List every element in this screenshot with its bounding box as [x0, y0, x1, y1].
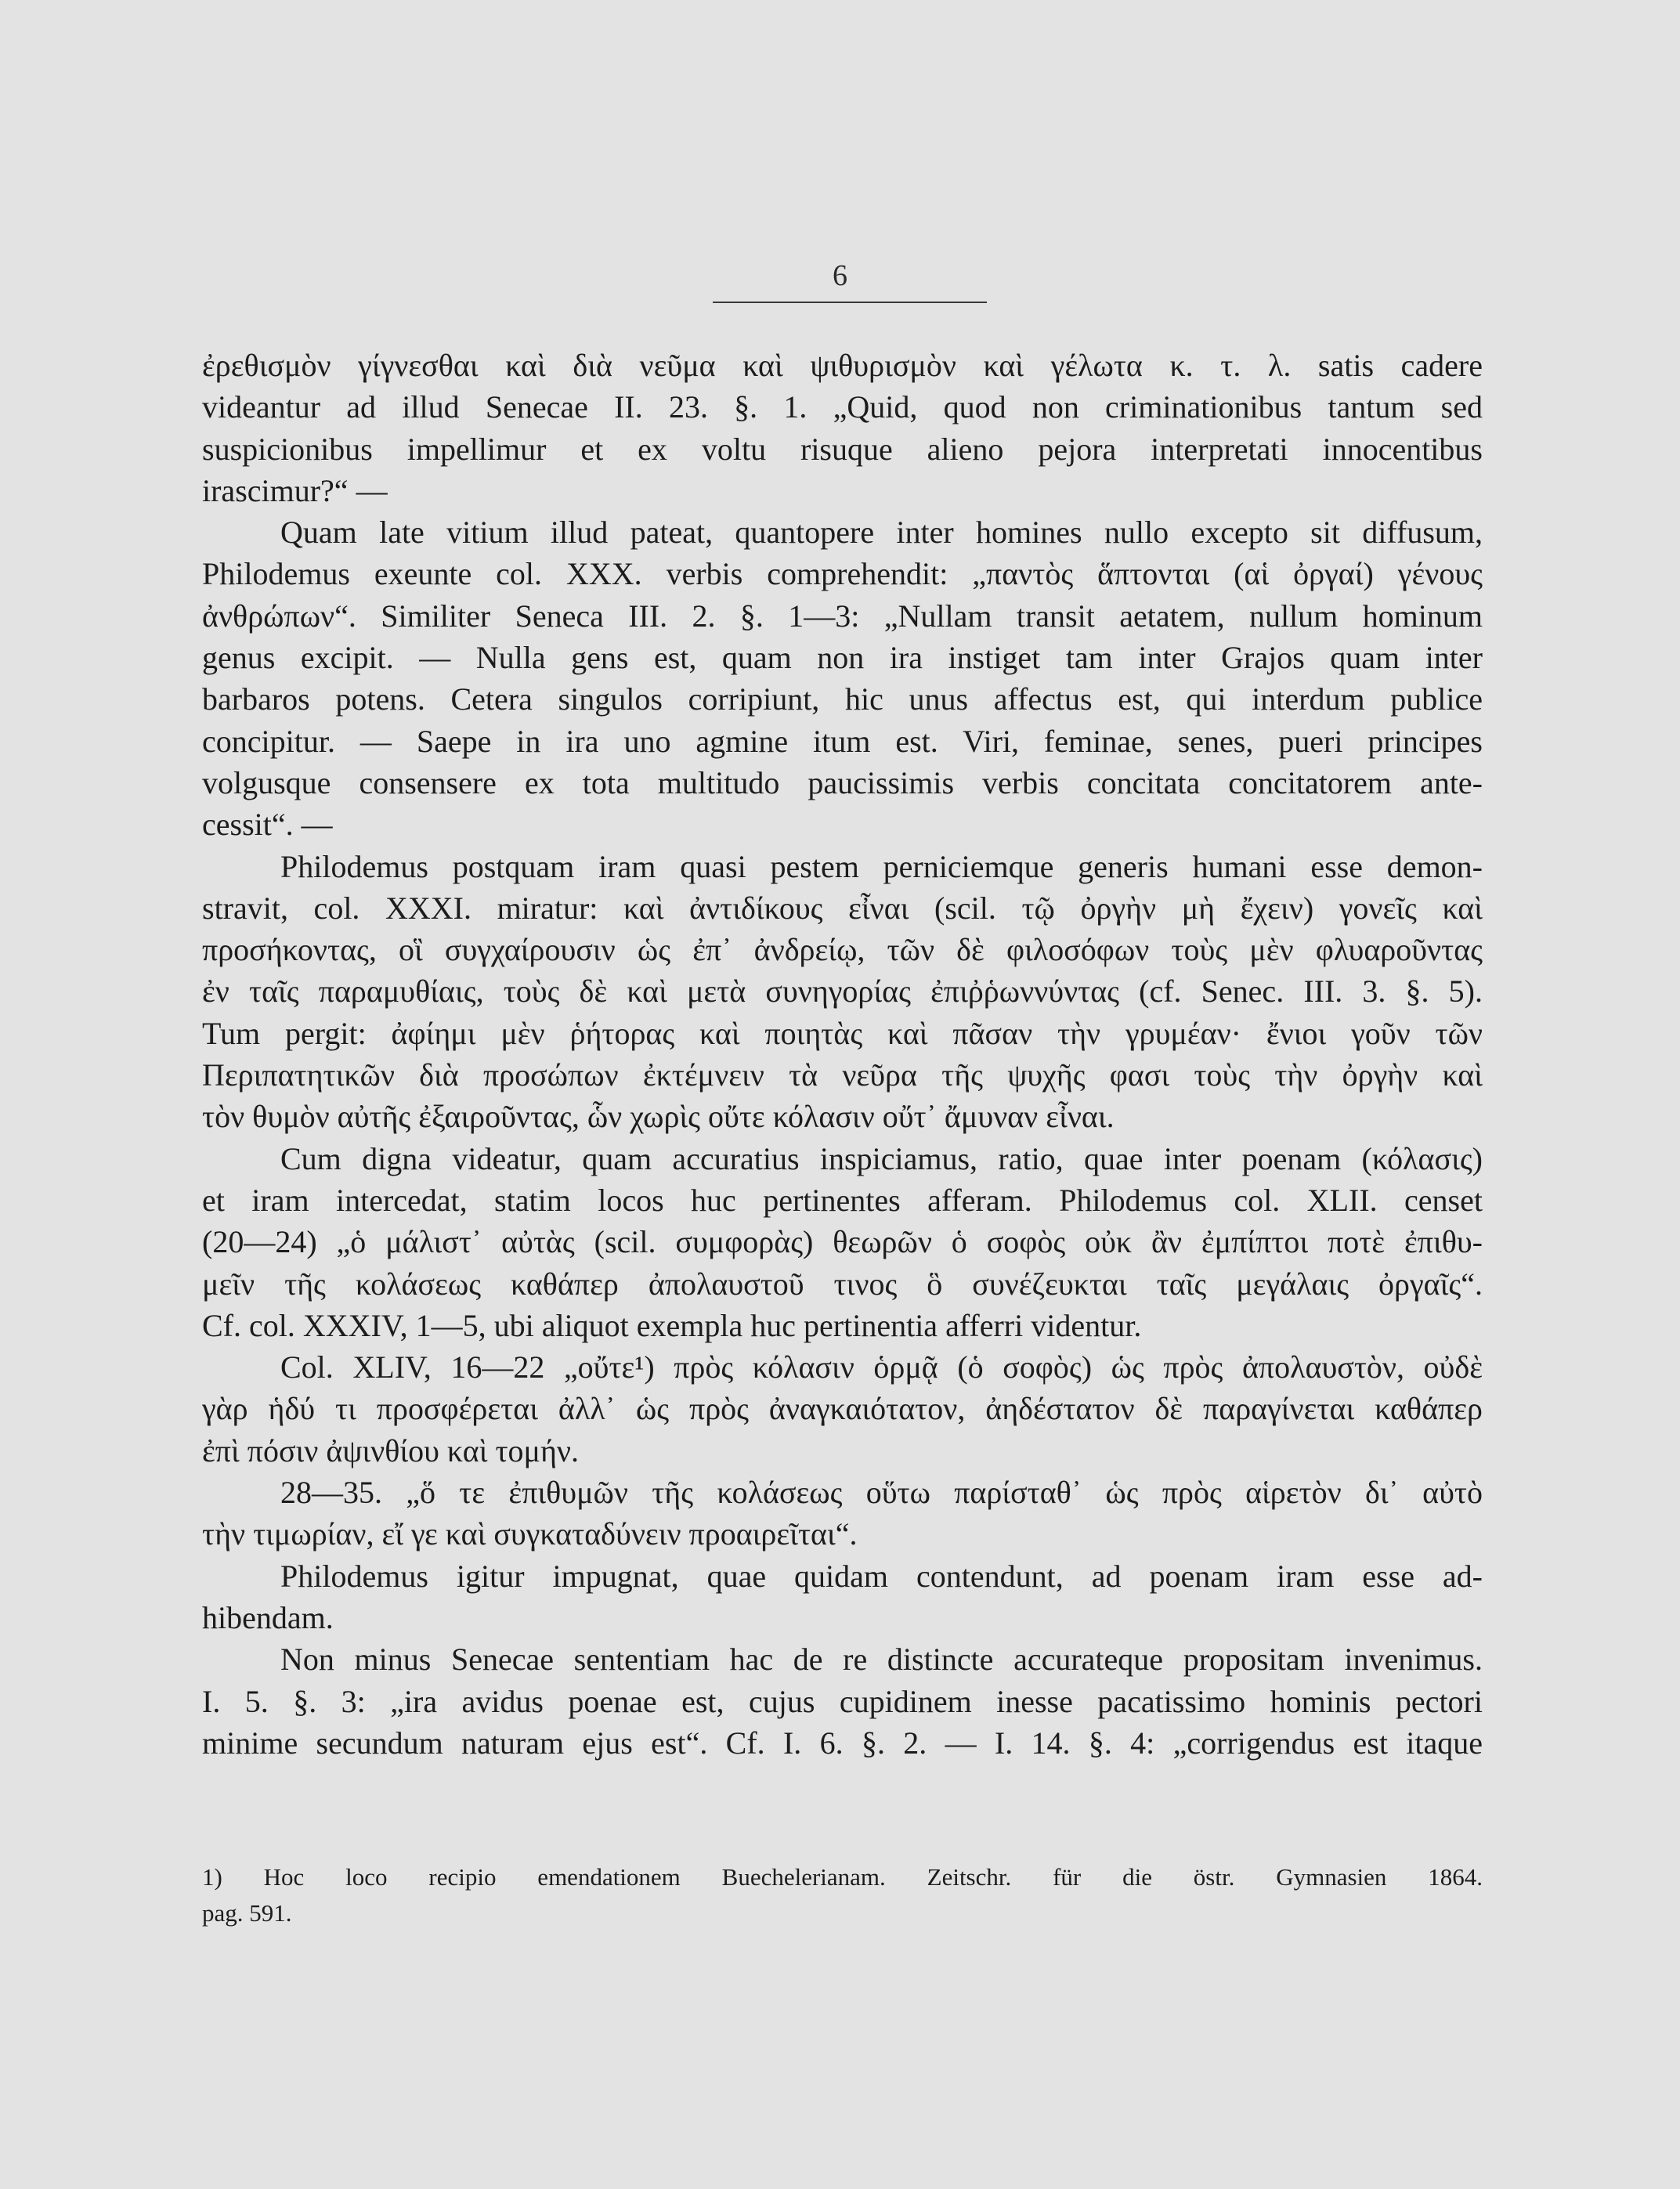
- text-line: cessit“. —: [202, 807, 333, 843]
- text-line: Cum digna videatur, quam accuratius inspiciamus, ratio, quae inter poenam (κόλασις): [280, 1140, 1483, 1176]
- text-line: μεῖν τῆς κολάσεως καθάπερ ἀπολαυστοῦ τινος ὃ συνέζευκται ταῖς μεγάλαις ὀργαῖς“.: [202, 1266, 1483, 1302]
- text-line: τὸν θυμὸν αὐτῆς ἐξαιροῦντας, ὧν χωρὶς οὔτε κόλασιν οὔτ᾽ ἄμυναν εἶναι.: [202, 1099, 1115, 1135]
- text-line: 28—35. „ὅ τε ἐπιθυμῶν τῆς κολάσεως οὕτω παρίσταθ᾽ ὡς πρὸς αἱρετὸν δι᾽ αὐτὸ: [280, 1475, 1483, 1511]
- text-line: ἐπὶ πόσιν ἀψινθίου καὶ τομήν.: [202, 1432, 579, 1468]
- text-line: irascimur?“ —: [202, 472, 388, 508]
- text-line: Philodemus postquam iram quasi pestem perniciemque generis humani esse demon-: [280, 848, 1483, 884]
- text-line: Non minus Senecae sententiam hac de re distincte accurateque propositam invenimus.: [280, 1642, 1483, 1678]
- text-line: et iram intercedat, statim locos huc pertinentes afferam. Philodemus col. XLII. censet: [202, 1182, 1483, 1218]
- page-number: 6: [833, 259, 847, 292]
- text-line: volgusque consensere ex tota multitudo paucissimis verbis concitata concitatorem ante-: [202, 764, 1483, 800]
- text-line: Quam late vitium illud pateat, quantopere inter homines nullo excepto sit diffusum,: [280, 515, 1483, 551]
- text-line: Philodemus exeunte col. XXX. verbis comprehendit: „παντὸς ἅπτονται (αἱ ὀργαί) γένους: [202, 556, 1483, 592]
- text-line: ἀνθρώπων“. Similiter Seneca III. 2. §. 1—3: „Nullam transit aetatem, nullum hominum: [202, 598, 1483, 634]
- text-line: Tum pergit: ἀφίημι μὲν ῥήτορας καὶ ποιητὰς καὶ πᾶσαν τὴν γρυμέαν· ἔνιοι γοῦν τῶν: [202, 1015, 1483, 1051]
- text-line: ἐρεθισμὸν γίγνεσθαι καὶ διὰ νεῦμα καὶ ψιθυρισμὸν καὶ γέλωτα κ. τ. λ. satis cadere: [202, 348, 1483, 383]
- text-line: genus excipit. — Nulla gens est, quam non ira instiget tam inter Grajos quam inter: [202, 640, 1483, 676]
- text-line: (20—24) „ὁ μάλιστ᾽ αὐτὰς (scil. συμφορὰς) θεωρῶν ὁ σοφὸς οὐκ ἂν ἐμπίπτοι ποτὲ ἐπιθυ-: [202, 1224, 1483, 1260]
- footnote-separator: [202, 1852, 1483, 1853]
- text-line: concipitur. — Saepe in ira uno agmine itum est. Viri, feminae, senes, pueri principes: [202, 723, 1483, 759]
- text-line: suspicionibus impellimur et ex voltu risuque alieno pejora interpretati innocentibus: [202, 431, 1483, 467]
- text-line: stravit, col. XXXI. miratur: καὶ ἀντιδίκους εἶναι (scil. τῷ ὀργὴν μὴ ἔχειν) γονεῖς καὶ: [202, 890, 1483, 926]
- text-line: Col. XLIV, 16—22 „οὔτε¹) πρὸς κόλασιν ὁρμᾷ (ὁ σοφὸς) ὡς πρὸς ἀπολαυστὸν, οὐδὲ: [280, 1349, 1483, 1385]
- body-text: [202, 345, 1483, 1764]
- text-line: Cf. col. XXXIV, 1—5, ubi aliquot exempla huc pertinentia afferri videntur.: [202, 1307, 1142, 1343]
- text-line: barbaros potens. Cetera singulos corripiunt, hic unus affectus est, qui interdum publice: [202, 681, 1483, 717]
- text-line: ἐν ταῖς παραμυθίαις, τοὺς δὲ καὶ μετὰ συνηγορίας ἐπιῤῥωννύντας (cf. Senec. III. 3. §. 5).: [202, 973, 1483, 1010]
- text-line: Philodemus igitur impugnat, quae quidam contendunt, ad poenam iram esse ad-: [280, 1558, 1483, 1594]
- text-line: minime secundum naturam ejus est“. Cf. I. 6. §. 2. — I. 14. §. 4: „corrigendus est itaque: [202, 1725, 1483, 1761]
- text-line: hibendam.: [202, 1599, 334, 1635]
- footnote: [202, 1859, 1483, 1931]
- text-line: προσήκοντας, οἳ συγχαίρουσιν ὡς ἐπ᾽ ἀνδρείῳ, τῶν δὲ φιλοσόφων τοὺς μὲν φλυαροῦντας: [202, 932, 1483, 968]
- text-line: γὰρ ἡδύ τι προσφέρεται ἀλλ᾽ ὡς πρὸς ἀναγκαιότατον, ἀηδέστατον δὲ παραγίνεται καθάπερ: [202, 1391, 1483, 1427]
- footnote-line: pag. 591.: [202, 1899, 292, 1927]
- text-line: τὴν τιμωρίαν, εἴ γε καὶ συγκαταδύνειν προαιρεῖται“.: [202, 1516, 858, 1552]
- text-line: Περιπατητικῶν διὰ προσώπων ἐκτέμνειν τὰ νεῦρα τῆς ψυχῆς φασι τοὺς τὴν ὀργὴν καὶ: [202, 1057, 1483, 1093]
- footnote-line: 1) Hoc loco recipio emendationem Buechelerianam. Zeitschr. für die östr. Gymnasien 1864.: [202, 1863, 1483, 1891]
- text-line: I. 5. §. 3: „ira avidus poenae est, cujus cupidinem inesse pacatissimo hominis pectori: [202, 1683, 1483, 1719]
- text-line: videantur ad illud Senecae II. 23. §. 1. „Quid, quod non criminationibus tantum sed: [202, 389, 1483, 425]
- header-rule: [713, 302, 987, 303]
